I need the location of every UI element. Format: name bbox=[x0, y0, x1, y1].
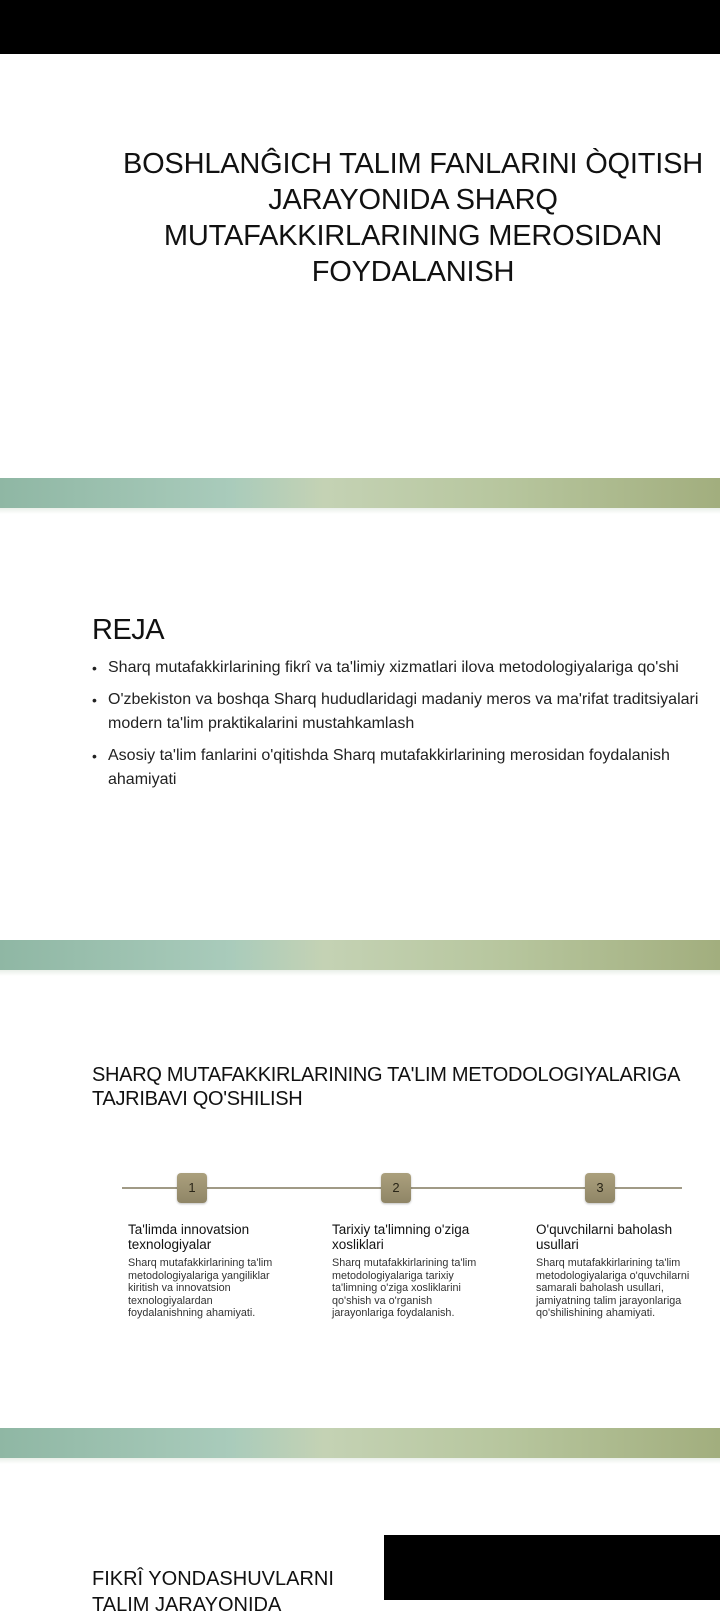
plan-list-item: • Sharq mutafakkirlarining fikrî va ta'limiy xizmatlari ilova metodologiyalariga qo'shi bbox=[92, 656, 720, 680]
timeline-step bbox=[536, 1222, 706, 1320]
slide-4-image bbox=[384, 1535, 720, 1600]
plan-list-item: • O'zbekiston va boshqa Sharq hududlaridagi madaniy meros va ma'rifat traditsiyalari modern ta'lim praktikalarini mustahkamlash bbox=[92, 688, 720, 736]
top-status-bar bbox=[0, 0, 720, 54]
bullet-icon: • bbox=[92, 692, 97, 708]
step-description: Sharq mutafakkirlarining ta'lim metodologiyalariga yangiliklar kiritish va innovatsion texnologiyalardan foydalanishning ahamiyati. bbox=[128, 1257, 273, 1319]
slide-divider-band bbox=[0, 940, 720, 970]
bullet-icon: • bbox=[92, 660, 97, 676]
step-number-badge: 2 bbox=[381, 1173, 411, 1203]
slide-4-heading: FIKRÎ YONDASHUVLARNI TALIM JARAYONIDA bbox=[92, 1568, 334, 1616]
plan-list bbox=[92, 656, 720, 800]
slide-3-heading: SHARQ MUTAFAKKIRLARINING TA'LIM METODOLOGIYALARIGA TAJRIBAVI QO'SHILISH bbox=[92, 1064, 681, 1110]
step-description: Sharq mutafakkirlarining ta'lim metodologiyalariga tarixiy ta'limning o'ziga xosliklarini qo'shish va o'rganish jarayonlariga foydalanish. bbox=[332, 1257, 477, 1319]
step-title: Tarixiy ta'limning o'ziga xosliklari bbox=[332, 1222, 470, 1252]
plan-list-item: • Asosiy ta'lim fanlarini o'qitishda Sharq mutafakkirlarining merosidan foydalanish ahamiyati bbox=[92, 744, 720, 792]
timeline-step bbox=[128, 1222, 298, 1320]
step-description: Sharq mutafakkirlarining ta'lim metodologiyalariga o'quvchilarni samarali baholash usullari, jamiyatning talim jarayonlariga qo'shilishining ahamiyati. bbox=[536, 1257, 690, 1319]
step-title: Ta'limda innovatsion texnologiyalar bbox=[128, 1222, 250, 1252]
step-number-badge: 3 bbox=[585, 1173, 615, 1203]
slide-2-heading: REJA bbox=[92, 614, 165, 646]
slide-1-title: BOSHLANĜICH TALIM FANLARINI ÒQITISH JARAYONIDA SHARQ MUTAFAKKIRLARINING MEROSIDAN FOYDALANISH bbox=[122, 148, 704, 288]
step-title: O'quvchilarni baholash usullari bbox=[536, 1222, 673, 1252]
slide-divider-band bbox=[0, 1428, 720, 1458]
step-number-badge: 1 bbox=[177, 1173, 207, 1203]
bullet-icon: • bbox=[92, 748, 97, 764]
slide-divider-band bbox=[0, 478, 720, 508]
timeline-step bbox=[332, 1222, 502, 1320]
